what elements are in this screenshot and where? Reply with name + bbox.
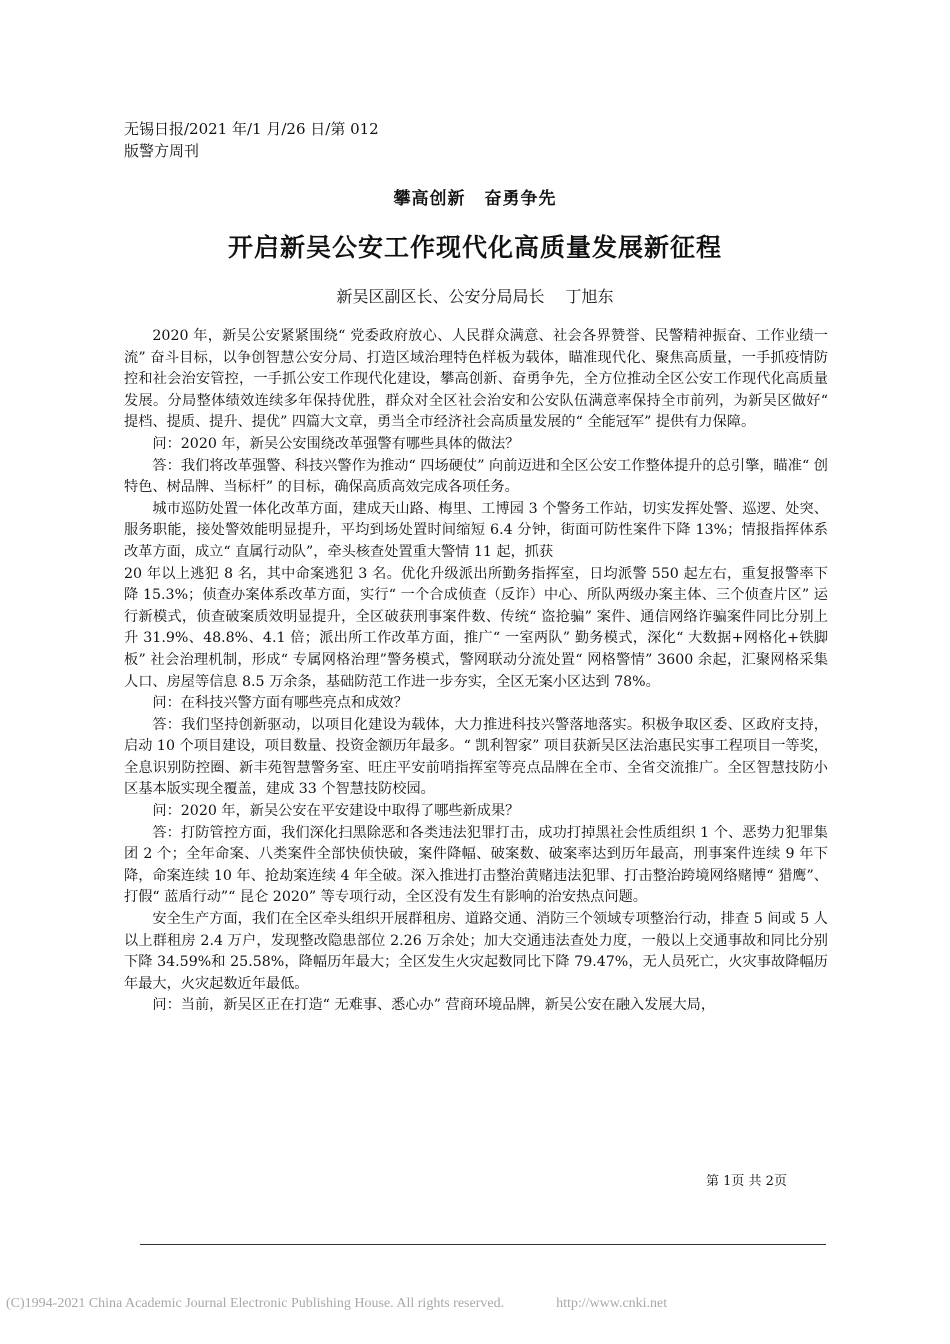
article-kicker: 攀高创新 奋勇争先 xyxy=(393,189,557,209)
source-citation xyxy=(124,118,379,162)
paragraph: 答：打防管控方面，我们深化扫黑除恶和各类违法犯罪打击，成功打掉黑社会性质组织 1 个、恶势力犯罪集团 2 个；全年命案、八类案件全部快侦快破，案件降幅、破案数、破案率达到历年最高，刑事案件连续 9 年下降，命案连续 10 年、抢劫案连续 4 年全破。深入推进打击整治黄赌违法犯罪、打击整治跨境网络赌博“ 猎鹰”、打假“ 蓝盾行动”“ 昆仑 2020” 等专项行动，全区没有发生有影响的治安热点问题。 xyxy=(124,824,828,906)
copyright-footer xyxy=(6,1296,667,1312)
source-line-2: 版警方周刊 xyxy=(124,142,200,160)
footer-divider xyxy=(140,1244,826,1245)
paragraph: 问：在科技兴警方面有哪些亮点和成效？ xyxy=(152,695,408,712)
paragraph: 2020 年，新吴公安紧紧围绕“ 党委政府放心、人民群众满意、社会各界赞誉、民警精神振奋、工作业绩一流” 奋斗目标，以争创智慧公安分局、打造区域治理特色样板为载体，瞄准现代化、聚焦高质量，一手抓疫情防控和社会治安管控，一手抓公安工作现代化建设，攀高创新、奋勇争先，全方位推动全区公安工作现代化高质量发展。分局整体绩效连续多年保持优胜，群众对全区社会治安和公安队伍满意率保持全市前列，为新吴区做好“ 提档、提质、提升、提优” 四篇大文章，勇当全市经济社会高质量发展的“ 全能冠军” 提供有力保障。 xyxy=(124,328,828,431)
article-byline: 新吴区副区长、公安分局局长 丁旭东 xyxy=(336,287,614,306)
copyright-notice: (C)1994-2021 China Academic Journal Electronic Publishing House. All rights reserved. xyxy=(6,1296,505,1311)
cnki-link[interactable]: http://www.cnki.net xyxy=(556,1296,668,1311)
paragraph: 安全生产方面，我们在全区牵头组织开展群租房、道路交通、消防三个领域专项整治行动，排查 5 间或 5 人以上群租房 2.4 万户，发现整改隐患部位 2.26 万余处；加大交通违法查处力度，一般以上交通事故和同比分别下降 34.59%和 25.58%，降幅历年最大；全区发生火灾起数同比下降 79.47%，无人员死亡，火灾事故降幅历年最大，火灾起数近年最低。 xyxy=(124,911,828,992)
article-headline: 开启新吴公安工作现代化高质量发展新征程 xyxy=(227,233,722,262)
paragraph: 城市巡防处置一体化改革方面，建成天山路、梅里、工博园 3 个警务工作站，切实发挥处警、巡逻、处突、服务职能，接处警效能明显提升，平均到场处置时间缩短 6.4 分钟，街面可防性案件下降 13%；情报指挥体系改革方面，成立“ 直属行动队”，牵头核查处置重大警情 11 起，抓获 xyxy=(124,500,828,560)
paragraph: 答：我们坚持创新驱动，以项目化建设为载体，大力推进科技兴警落地落实。积极争取区委、区政府支持，启动 10 个项目建设，项目数量、投资金额历年最多。“ 凯利智家” 项目获新吴区法治惠民实事工程项目一等奖，全息识别防控圈、新丰苑智慧警务室、旺庄平安前哨指挥室等亮点品牌在全市、全省交流推广。全区智慧技防小区基本版实现全覆盖，建成 33 个智慧技防校园。 xyxy=(124,716,828,798)
paragraph: 问：当前，新吴区正在打造“ 无难事、悉心办” 营商环境品牌，新吴公安在融入发展大局， xyxy=(152,997,716,1014)
paragraph: 问：2020 年，新吴公安在平安建设中取得了哪些新成果？ xyxy=(152,803,520,820)
source-line-1: 无锡日报/2021 年/1 月/26 日/第 012 xyxy=(124,120,379,138)
page-number: 第 1页 共 2页 xyxy=(706,1174,787,1189)
paragraph: 答：我们将改革强警、科技兴警作为推动“ 四场硬仗” 向前迈进和全区公安工作整体提升的总引擎，瞄准“ 创特色、树品牌、当标杆” 的目标，确保高质高效完成各项任务。 xyxy=(124,457,828,496)
article-body xyxy=(124,326,828,1017)
paragraph: 20 年以上逃犯 8 名，其中命案逃犯 3 名。优化升级派出所勤务指挥室，日均派警 550 起左右，重复报警率下降 15.3%；侦查办案体系改革方面，实行“ 一个合成侦查（反诈）中心、所队两级办案主体、三个侦查片区” 运行新模式，侦查破案质效明显提升，全区破获刑事案件数、传统“ 盗抢骗” 案件、通信网络诈骗案件同比分别上升 31.9%、48.8%、4.1 倍；派出所工作改革方面，推广“ 一室两队” 勤务模式，深化“ 大数据+网格化+铁脚板” 社会治理机制，形成“ 专属网格治理”警务模式，警网联动分流处置“ 网格警情” 3600 余起，汇聚网格采集人口、房屋等信息 8.5 万余条，基础防范工作进一步夯实，全区无案小区达到 78%。 xyxy=(124,565,828,690)
paragraph: 问：2020 年，新吴公安围绕改革强警有哪些具体的做法？ xyxy=(152,435,520,452)
